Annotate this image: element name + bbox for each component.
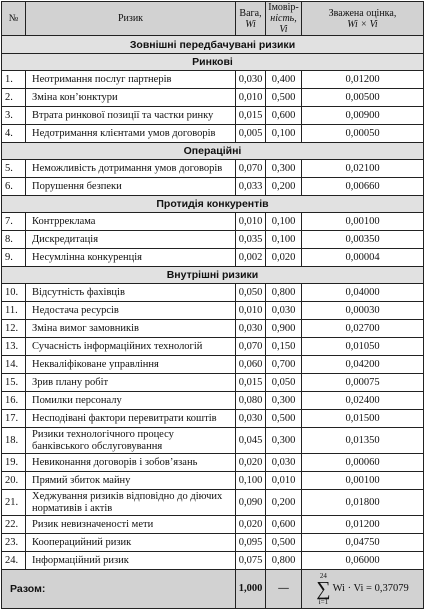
estimate-value: 0,04750: [302, 534, 424, 552]
risk-name: Порушення безпеки: [26, 178, 236, 196]
probability-value: 0,300: [266, 428, 302, 454]
table-row: [2, 231, 424, 249]
row-number: 6.: [2, 178, 26, 196]
estimate-value: 0,01350: [302, 428, 424, 454]
probability-value: 0,010: [266, 472, 302, 490]
row-number: 15.: [2, 374, 26, 392]
row-number: 23.: [2, 534, 26, 552]
table-row: [2, 178, 424, 196]
weight-value: 0,070: [236, 338, 266, 356]
probability-value: 0,200: [266, 490, 302, 516]
header-weight-line1: Вага,: [239, 7, 262, 19]
estimate-value: 0,01800: [302, 490, 424, 516]
row-number: 10.: [2, 284, 26, 302]
probability-value: 0,300: [266, 160, 302, 178]
estimate-value: 0,00350: [302, 231, 424, 249]
weight-value: 0,005: [236, 125, 266, 143]
table-row: [2, 249, 424, 267]
estimate-value: 0,02700: [302, 320, 424, 338]
row-number: 5.: [2, 160, 26, 178]
risk-name: Несумлінна конкуренція: [26, 249, 236, 267]
weight-value: 0,010: [236, 213, 266, 231]
row-number: 3.: [2, 107, 26, 125]
risk-name: Недотримання клієнтами умов договорів: [26, 125, 236, 143]
header-est-line1: Зважена оцінка,: [328, 7, 397, 19]
table-row: [2, 356, 424, 374]
risk-name: Невиконання договорів і зобов’язань: [26, 454, 236, 472]
risk-name: Зміна кон’юнктури: [26, 89, 236, 107]
estimate-value: 0,02400: [302, 392, 424, 410]
section-title: Внутрішні ризики: [2, 267, 424, 284]
section-title: Зовнішні передбачувані ризики: [2, 36, 424, 54]
row-number: 9.: [2, 249, 26, 267]
weight-value: 0,050: [236, 284, 266, 302]
header-probability: [266, 2, 302, 36]
weight-value: 0,010: [236, 89, 266, 107]
row-number: 4.: [2, 125, 26, 143]
header-weight-line2: Wi: [245, 18, 256, 30]
total-row: [2, 570, 424, 609]
row-number: 17.: [2, 410, 26, 428]
table-row: [2, 490, 424, 516]
section-row-market: [2, 54, 424, 71]
section-row-external: [2, 36, 424, 54]
estimate-value: 0,00050: [302, 125, 424, 143]
table-row: [2, 472, 424, 490]
table-header-row: [2, 2, 424, 36]
estimate-value: 0,00075: [302, 374, 424, 392]
row-number: 12.: [2, 320, 26, 338]
weight-value: 0,035: [236, 231, 266, 249]
estimate-value: 0,00100: [302, 213, 424, 231]
estimate-value: 0,06000: [302, 552, 424, 570]
section-title: Операційні: [2, 143, 424, 160]
table-row: [2, 302, 424, 320]
row-number: 19.: [2, 454, 26, 472]
section-row-internal: [2, 267, 424, 284]
total-weight: 1,000: [236, 570, 266, 609]
row-number: 18.: [2, 428, 26, 454]
risk-name: Некваліфіковане управління: [26, 356, 236, 374]
weight-value: 0,020: [236, 454, 266, 472]
row-number: 13.: [2, 338, 26, 356]
row-number: 11.: [2, 302, 26, 320]
table-row: [2, 392, 424, 410]
probability-value: 0,600: [266, 516, 302, 534]
probability-value: 0,300: [266, 392, 302, 410]
table-row: [2, 454, 424, 472]
weight-value: 0,045: [236, 428, 266, 454]
row-number: 8.: [2, 231, 26, 249]
table-row: [2, 534, 424, 552]
sigma-symbol: 24 ∑ i=1: [316, 572, 331, 606]
row-number: 2.: [2, 89, 26, 107]
table-row: [2, 320, 424, 338]
risk-name: Прямий збиток майну: [26, 472, 236, 490]
estimate-value: 0,00030: [302, 302, 424, 320]
row-number: 21.: [2, 490, 26, 516]
probability-value: 0,500: [266, 410, 302, 428]
probability-value: 0,020: [266, 249, 302, 267]
risk-name: Втрата ринкової позиції та частки ринку: [26, 107, 236, 125]
sum-lower-limit: i=1: [318, 598, 329, 606]
row-number: 16.: [2, 392, 26, 410]
table-row: [2, 125, 424, 143]
probability-value: 0,100: [266, 125, 302, 143]
estimate-value: 0,01500: [302, 410, 424, 428]
weight-value: 0,100: [236, 472, 266, 490]
section-title: Ринкові: [2, 54, 424, 71]
estimate-value: 0,00100: [302, 472, 424, 490]
section-row-operational: [2, 143, 424, 160]
risk-name: Сучасність інформаційних технологій: [26, 338, 236, 356]
probability-value: 0,600: [266, 107, 302, 125]
probability-value: 0,400: [266, 71, 302, 89]
probability-value: 0,100: [266, 213, 302, 231]
total-label: Разом:: [2, 570, 236, 609]
risk-name: Помилки персоналу: [26, 392, 236, 410]
row-number: 22.: [2, 516, 26, 534]
risk-name: Кооперацийний ризик: [26, 534, 236, 552]
weight-value: 0,015: [236, 107, 266, 125]
probability-value: 0,050: [266, 374, 302, 392]
total-estimate: [302, 570, 424, 609]
probability-value: 0,500: [266, 89, 302, 107]
weight-value: 0,030: [236, 71, 266, 89]
estimate-value: 0,00004: [302, 249, 424, 267]
header-risk: Ризик: [26, 2, 236, 36]
probability-value: 0,100: [266, 231, 302, 249]
probability-value: 0,030: [266, 454, 302, 472]
weight-value: 0,002: [236, 249, 266, 267]
row-number: 20.: [2, 472, 26, 490]
risk-name: Інформаційний ризик: [26, 552, 236, 570]
weight-value: 0,020: [236, 516, 266, 534]
risk-name: Контрреклама: [26, 213, 236, 231]
header-weight: [236, 2, 266, 36]
table-row: [2, 107, 424, 125]
estimate-value: 0,01200: [302, 516, 424, 534]
table-row: [2, 213, 424, 231]
probability-value: 0,900: [266, 320, 302, 338]
estimate-value: 0,04000: [302, 284, 424, 302]
weight-value: 0,030: [236, 320, 266, 338]
risk-name: Ризики технологічного процесу банківського обслуговування: [26, 428, 236, 454]
estimate-value: 0,00660: [302, 178, 424, 196]
weight-value: 0,075: [236, 552, 266, 570]
estimate-value: 0,01200: [302, 71, 424, 89]
risk-name: Неможливість дотримання умов договорів: [26, 160, 236, 178]
weight-value: 0,010: [236, 302, 266, 320]
risk-name: Зміна вимог замовників: [26, 320, 236, 338]
estimate-value: 0,00500: [302, 89, 424, 107]
estimate-value: 0,02100: [302, 160, 424, 178]
risk-assessment-table: [1, 1, 424, 609]
estimate-value: 0,04200: [302, 356, 424, 374]
table-row: [2, 89, 424, 107]
estimate-value: 0,00060: [302, 454, 424, 472]
header-weighted-estimate: [302, 2, 424, 36]
table-row: [2, 160, 424, 178]
table-row: [2, 428, 424, 454]
row-number: 14.: [2, 356, 26, 374]
header-prob-line2: ність, Vi: [270, 13, 297, 35]
probability-value: 0,030: [266, 302, 302, 320]
estimate-value: 0,00900: [302, 107, 424, 125]
weight-value: 0,080: [236, 392, 266, 410]
table-row: [2, 284, 424, 302]
probability-value: 0,700: [266, 356, 302, 374]
table-row: [2, 338, 424, 356]
risk-name: Зрив плану робіт: [26, 374, 236, 392]
risk-name: Недостача ресурсів: [26, 302, 236, 320]
risk-name: Несподівані фактори перевитрати коштів: [26, 410, 236, 428]
weight-value: 0,095: [236, 534, 266, 552]
risk-name: Неотримання послуг партнерів: [26, 71, 236, 89]
header-prob-line1: Імовір-: [268, 2, 299, 13]
row-number: 1.: [2, 71, 26, 89]
weight-value: 0,033: [236, 178, 266, 196]
table-row: [2, 410, 424, 428]
probability-value: 0,200: [266, 178, 302, 196]
estimate-value: 0,01050: [302, 338, 424, 356]
row-number: 24.: [2, 552, 26, 570]
section-row-competition: [2, 196, 424, 213]
risk-name: Ризик невизначеності мети: [26, 516, 236, 534]
probability-value: 0,800: [266, 284, 302, 302]
probability-value: 0,800: [266, 552, 302, 570]
table-row: [2, 552, 424, 570]
table-row: [2, 71, 424, 89]
table-row: [2, 516, 424, 534]
risk-name: Відсутність фахівців: [26, 284, 236, 302]
header-number: №: [2, 2, 26, 36]
weight-value: 0,060: [236, 356, 266, 374]
section-title: Протидія конкурентів: [2, 196, 424, 213]
probability-value: 0,500: [266, 534, 302, 552]
risk-name: Дискредитація: [26, 231, 236, 249]
row-number: 7.: [2, 213, 26, 231]
weight-value: 0,015: [236, 374, 266, 392]
probability-value: 0,150: [266, 338, 302, 356]
header-est-line2: Wi × Vi: [347, 18, 378, 30]
risk-name: Хеджування ризиків відповідно до діючих нормативів і актів: [26, 490, 236, 516]
sum-upper-limit: 24: [319, 572, 327, 580]
total-probability: —: [266, 570, 302, 609]
sum-formula: Wi · Vi = 0,37079: [332, 583, 409, 594]
weight-value: 0,090: [236, 490, 266, 516]
weight-value: 0,070: [236, 160, 266, 178]
table-row: [2, 374, 424, 392]
weight-value: 0,030: [236, 410, 266, 428]
